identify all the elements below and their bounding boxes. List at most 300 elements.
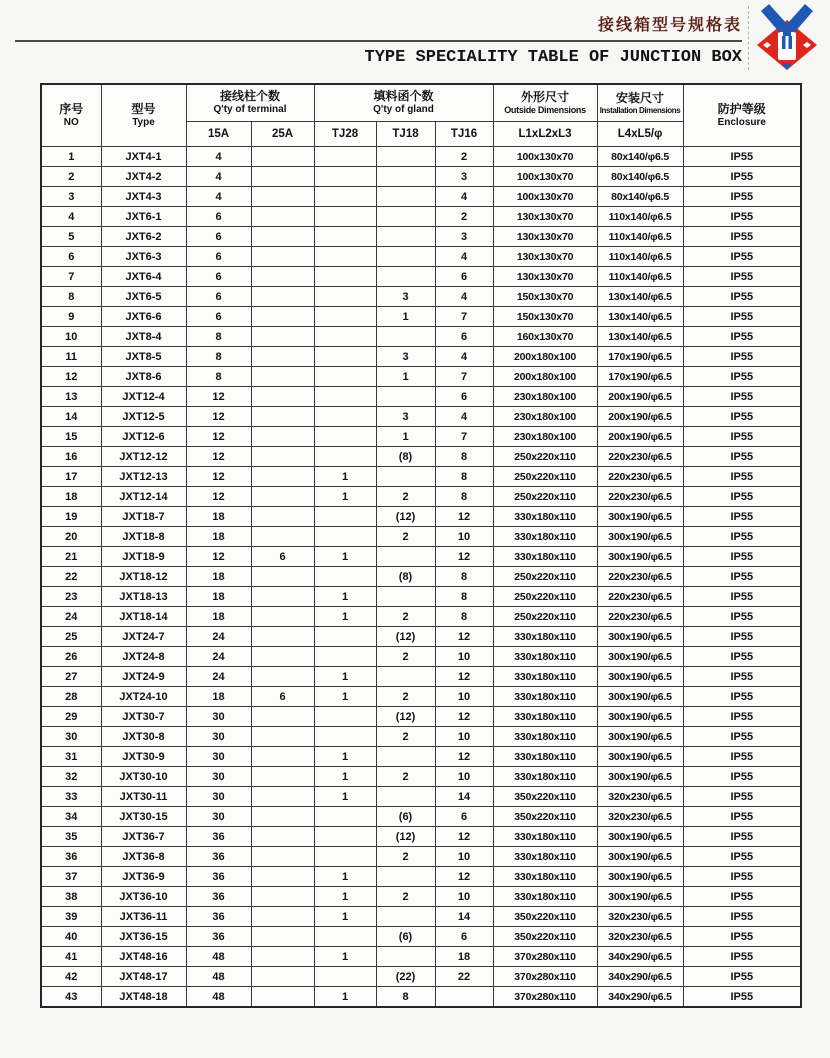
- cell-terminal-15a: 18: [186, 507, 251, 527]
- cell-type: JXT6-5: [101, 287, 186, 307]
- cell-terminal-25a: [251, 387, 314, 407]
- cell-no: 12: [41, 367, 101, 387]
- cell-tj28: [314, 347, 376, 367]
- cell-tj16: 4: [435, 187, 493, 207]
- cell-terminal-15a: 24: [186, 627, 251, 647]
- cell-terminal-15a: 12: [186, 487, 251, 507]
- cell-no: 17: [41, 467, 101, 487]
- cell-no: 26: [41, 647, 101, 667]
- cell-outside-dimensions: 130x130x70: [493, 247, 597, 267]
- cell-tj28: [314, 527, 376, 547]
- table-row: [41, 387, 801, 407]
- cell-no: 32: [41, 767, 101, 787]
- cell-tj18: [376, 207, 435, 227]
- cell-installation-dimensions: 110x140/φ6.5: [597, 267, 683, 287]
- cell-outside-dimensions: 250x220x110: [493, 587, 597, 607]
- cell-installation-dimensions: 300x190/φ6.5: [597, 827, 683, 847]
- table-row: [41, 627, 801, 647]
- table-row: [41, 587, 801, 607]
- cell-tj18: [376, 547, 435, 567]
- cell-enclosure: IP55: [683, 887, 801, 907]
- cell-installation-dimensions: 320x230/φ6.5: [597, 787, 683, 807]
- cell-outside-dimensions: 250x220x110: [493, 447, 597, 467]
- cell-outside-dimensions: 370x280x110: [493, 947, 597, 967]
- cell-tj18: [376, 167, 435, 187]
- cell-outside-dimensions: 230x180x100: [493, 427, 597, 447]
- cell-installation-dimensions: 200x190/φ6.5: [597, 387, 683, 407]
- cell-no: 35: [41, 827, 101, 847]
- cell-type: JXT36-9: [101, 867, 186, 887]
- cell-type: JXT24-7: [101, 627, 186, 647]
- cell-outside-dimensions: 330x180x110: [493, 747, 597, 767]
- cell-enclosure: IP55: [683, 307, 801, 327]
- cell-installation-dimensions: 300x190/φ6.5: [597, 867, 683, 887]
- cell-tj16: 2: [435, 147, 493, 167]
- cell-terminal-15a: 18: [186, 687, 251, 707]
- cell-terminal-25a: [251, 627, 314, 647]
- cell-terminal-25a: [251, 907, 314, 927]
- cell-tj28: 1: [314, 487, 376, 507]
- col-header-tj16: TJ16: [435, 122, 493, 147]
- cell-tj28: 1: [314, 467, 376, 487]
- cell-enclosure: IP55: [683, 247, 801, 267]
- cell-no: 43: [41, 987, 101, 1008]
- cell-tj18: (12): [376, 627, 435, 647]
- cell-type: JXT6-1: [101, 207, 186, 227]
- cell-tj16: 7: [435, 427, 493, 447]
- cell-installation-dimensions: 220x230/φ6.5: [597, 487, 683, 507]
- cell-outside-dimensions: 330x180x110: [493, 687, 597, 707]
- cell-tj16: 6: [435, 387, 493, 407]
- cell-enclosure: IP55: [683, 427, 801, 447]
- cell-tj18: (8): [376, 567, 435, 587]
- cell-type: JXT48-16: [101, 947, 186, 967]
- cell-installation-dimensions: 80x140/φ6.5: [597, 187, 683, 207]
- cell-terminal-25a: [251, 227, 314, 247]
- table-row: [41, 487, 801, 507]
- cell-type: JXT18-12: [101, 567, 186, 587]
- cell-tj18: [376, 947, 435, 967]
- cell-tj18: 1: [376, 367, 435, 387]
- cell-enclosure: IP55: [683, 367, 801, 387]
- cell-terminal-15a: 48: [186, 967, 251, 987]
- cell-type: JXT24-10: [101, 687, 186, 707]
- cell-terminal-15a: 12: [186, 467, 251, 487]
- cell-terminal-15a: 8: [186, 327, 251, 347]
- cell-installation-dimensions: 300x190/φ6.5: [597, 627, 683, 647]
- cell-terminal-25a: [251, 887, 314, 907]
- cell-tj28: 1: [314, 907, 376, 927]
- cell-installation-dimensions: 340x290/φ6.5: [597, 947, 683, 967]
- cell-terminal-25a: 6: [251, 687, 314, 707]
- cell-terminal-25a: [251, 667, 314, 687]
- cell-type: JXT8-5: [101, 347, 186, 367]
- cell-tj28: 1: [314, 767, 376, 787]
- cell-no: 10: [41, 327, 101, 347]
- cell-outside-dimensions: 160x130x70: [493, 327, 597, 347]
- cell-tj16: [435, 987, 493, 1008]
- cell-no: 42: [41, 967, 101, 987]
- cell-type: JXT6-2: [101, 227, 186, 247]
- cell-tj16: 6: [435, 927, 493, 947]
- cell-terminal-15a: 12: [186, 547, 251, 567]
- table-row: [41, 847, 801, 867]
- col-header-enclosure: 防护等级 Enclosure: [683, 84, 801, 147]
- cell-type: JXT18-13: [101, 587, 186, 607]
- cell-type: JXT12-5: [101, 407, 186, 427]
- cell-type: JXT36-7: [101, 827, 186, 847]
- cell-tj16: 3: [435, 227, 493, 247]
- cell-tj16: 4: [435, 347, 493, 367]
- col-header-installation-dimensions: 安装尺寸 Installation Dimensions: [597, 84, 683, 122]
- cell-no: 29: [41, 707, 101, 727]
- cell-tj28: [314, 827, 376, 847]
- cell-terminal-25a: [251, 427, 314, 447]
- cell-outside-dimensions: 100x130x70: [493, 187, 597, 207]
- cell-outside-dimensions: 200x180x100: [493, 347, 597, 367]
- cell-type: JXT48-17: [101, 967, 186, 987]
- cell-enclosure: IP55: [683, 507, 801, 527]
- cell-outside-dimensions: 250x220x110: [493, 607, 597, 627]
- cell-tj28: [314, 367, 376, 387]
- cell-terminal-15a: 24: [186, 647, 251, 667]
- cell-no: 30: [41, 727, 101, 747]
- cell-installation-dimensions: 220x230/φ6.5: [597, 467, 683, 487]
- cell-tj16: 10: [435, 767, 493, 787]
- cell-installation-dimensions: 80x140/φ6.5: [597, 167, 683, 187]
- cell-terminal-15a: 6: [186, 207, 251, 227]
- cell-installation-dimensions: 320x230/φ6.5: [597, 807, 683, 827]
- cell-no: 23: [41, 587, 101, 607]
- cell-outside-dimensions: 230x180x100: [493, 407, 597, 427]
- cell-tj28: [314, 627, 376, 647]
- cell-tj18: (12): [376, 507, 435, 527]
- cell-tj16: 14: [435, 907, 493, 927]
- page-title-english: TYPE SPECIALITY TABLE OF JUNCTION BOX: [364, 48, 742, 67]
- cell-installation-dimensions: 220x230/φ6.5: [597, 587, 683, 607]
- company-logo-icon: [754, 2, 820, 74]
- cell-type: JXT12-14: [101, 487, 186, 507]
- cell-terminal-15a: 18: [186, 607, 251, 627]
- cell-terminal-25a: [251, 587, 314, 607]
- cell-installation-dimensions: 110x140/φ6.5: [597, 247, 683, 267]
- cell-tj28: 1: [314, 607, 376, 627]
- cell-tj28: [314, 427, 376, 447]
- cell-outside-dimensions: 330x180x110: [493, 867, 597, 887]
- cell-no: 1: [41, 147, 101, 167]
- table-row: [41, 707, 801, 727]
- cell-tj28: [314, 647, 376, 667]
- cell-enclosure: IP55: [683, 787, 801, 807]
- cell-terminal-25a: [251, 487, 314, 507]
- cell-tj18: [376, 587, 435, 607]
- cell-tj16: 22: [435, 967, 493, 987]
- cell-installation-dimensions: 220x230/φ6.5: [597, 607, 683, 627]
- table-row: [41, 247, 801, 267]
- cell-terminal-15a: 36: [186, 827, 251, 847]
- cell-no: 5: [41, 227, 101, 247]
- cell-terminal-25a: [251, 187, 314, 207]
- cell-no: 20: [41, 527, 101, 547]
- cell-terminal-25a: [251, 727, 314, 747]
- cell-tj16: 4: [435, 247, 493, 267]
- cell-tj18: 2: [376, 527, 435, 547]
- col-header-outside-dimensions: 外形尺寸 Outside Dimensions: [493, 84, 597, 122]
- cell-tj16: 10: [435, 647, 493, 667]
- table-row: [41, 647, 801, 667]
- cell-tj18: [376, 867, 435, 887]
- table-row: [41, 307, 801, 327]
- cell-no: 3: [41, 187, 101, 207]
- cell-tj28: 1: [314, 747, 376, 767]
- cell-no: 21: [41, 547, 101, 567]
- cell-outside-dimensions: 330x180x110: [493, 647, 597, 667]
- cell-tj16: 12: [435, 667, 493, 687]
- cell-terminal-15a: 8: [186, 367, 251, 387]
- cell-terminal-25a: [251, 747, 314, 767]
- cell-terminal-25a: [251, 287, 314, 307]
- cell-outside-dimensions: 330x180x110: [493, 707, 597, 727]
- cell-tj28: [314, 327, 376, 347]
- cell-no: 15: [41, 427, 101, 447]
- cell-terminal-15a: 30: [186, 787, 251, 807]
- cell-tj16: 4: [435, 287, 493, 307]
- cell-outside-dimensions: 370x280x110: [493, 987, 597, 1008]
- cell-installation-dimensions: 300x190/φ6.5: [597, 507, 683, 527]
- cell-installation-dimensions: 300x190/φ6.5: [597, 747, 683, 767]
- cell-no: 6: [41, 247, 101, 267]
- cell-tj28: [314, 227, 376, 247]
- cell-terminal-25a: [251, 167, 314, 187]
- junction-box-spec-table: [40, 83, 802, 1008]
- cell-installation-dimensions: 200x190/φ6.5: [597, 407, 683, 427]
- cell-outside-dimensions: 330x180x110: [493, 667, 597, 687]
- cell-terminal-25a: [251, 247, 314, 267]
- cell-enclosure: IP55: [683, 647, 801, 667]
- cell-terminal-25a: [251, 607, 314, 627]
- cell-tj18: 1: [376, 307, 435, 327]
- cell-type: JXT36-8: [101, 847, 186, 867]
- cell-tj18: [376, 247, 435, 267]
- cell-tj18: (22): [376, 967, 435, 987]
- cell-type: JXT30-10: [101, 767, 186, 787]
- cell-terminal-15a: 36: [186, 867, 251, 887]
- cell-no: 22: [41, 567, 101, 587]
- cell-tj16: 4: [435, 407, 493, 427]
- cell-terminal-15a: 30: [186, 727, 251, 747]
- cell-terminal-25a: [251, 567, 314, 587]
- table-row: [41, 147, 801, 167]
- cell-tj28: [314, 807, 376, 827]
- cell-tj28: [314, 167, 376, 187]
- cell-outside-dimensions: 150x130x70: [493, 307, 597, 327]
- cell-no: 28: [41, 687, 101, 707]
- cell-terminal-15a: 30: [186, 767, 251, 787]
- cell-tj16: 10: [435, 727, 493, 747]
- cell-type: JXT4-1: [101, 147, 186, 167]
- cell-outside-dimensions: 250x220x110: [493, 487, 597, 507]
- cell-enclosure: IP55: [683, 467, 801, 487]
- cell-tj18: 8: [376, 987, 435, 1008]
- table-row: [41, 467, 801, 487]
- cell-installation-dimensions: 130x140/φ6.5: [597, 307, 683, 327]
- cell-tj28: [314, 387, 376, 407]
- cell-tj16: 8: [435, 487, 493, 507]
- cell-tj28: [314, 147, 376, 167]
- cell-enclosure: IP55: [683, 927, 801, 947]
- cell-terminal-15a: 18: [186, 587, 251, 607]
- cell-tj18: 1: [376, 427, 435, 447]
- cell-tj28: [314, 507, 376, 527]
- table-row: [41, 927, 801, 947]
- cell-tj28: 1: [314, 667, 376, 687]
- table-row: [41, 687, 801, 707]
- cell-outside-dimensions: 200x180x100: [493, 367, 597, 387]
- cell-tj28: 1: [314, 947, 376, 967]
- cell-type: JXT4-3: [101, 187, 186, 207]
- cell-tj16: 12: [435, 747, 493, 767]
- cell-no: 31: [41, 747, 101, 767]
- table-row: [41, 767, 801, 787]
- cell-terminal-15a: 6: [186, 227, 251, 247]
- page-title-chinese: 接线箱型号规格表: [597, 15, 742, 34]
- cell-terminal-15a: 6: [186, 267, 251, 287]
- cell-terminal-15a: 30: [186, 807, 251, 827]
- cell-enclosure: IP55: [683, 747, 801, 767]
- cell-type: JXT30-7: [101, 707, 186, 727]
- cell-terminal-15a: 48: [186, 947, 251, 967]
- cell-terminal-25a: [251, 787, 314, 807]
- cell-tj16: 12: [435, 867, 493, 887]
- cell-enclosure: IP55: [683, 687, 801, 707]
- cell-installation-dimensions: 300x190/φ6.5: [597, 727, 683, 747]
- table-header: [41, 84, 801, 147]
- cell-installation-dimensions: 300x190/φ6.5: [597, 767, 683, 787]
- cell-enclosure: IP55: [683, 267, 801, 287]
- cell-terminal-15a: 24: [186, 667, 251, 687]
- cell-outside-dimensions: 330x180x110: [493, 887, 597, 907]
- cell-tj18: [376, 747, 435, 767]
- cell-tj18: 3: [376, 407, 435, 427]
- cell-tj28: 1: [314, 787, 376, 807]
- cell-terminal-15a: 30: [186, 747, 251, 767]
- cell-enclosure: IP55: [683, 727, 801, 747]
- cell-terminal-25a: [251, 147, 314, 167]
- cell-tj16: 12: [435, 507, 493, 527]
- cell-tj16: 8: [435, 587, 493, 607]
- cell-enclosure: IP55: [683, 387, 801, 407]
- cell-tj18: [376, 187, 435, 207]
- table-row: [41, 907, 801, 927]
- cell-terminal-15a: 12: [186, 407, 251, 427]
- cell-tj28: [314, 207, 376, 227]
- cell-terminal-15a: 12: [186, 387, 251, 407]
- col-header-15a: 15A: [186, 122, 251, 147]
- cell-outside-dimensions: 230x180x100: [493, 387, 597, 407]
- cell-tj28: 1: [314, 687, 376, 707]
- cell-tj18: (12): [376, 827, 435, 847]
- cell-enclosure: IP55: [683, 347, 801, 367]
- cell-no: 19: [41, 507, 101, 527]
- cell-enclosure: IP55: [683, 447, 801, 467]
- col-header-25a: 25A: [251, 122, 314, 147]
- cell-enclosure: IP55: [683, 827, 801, 847]
- cell-terminal-25a: [251, 827, 314, 847]
- table-row: [41, 787, 801, 807]
- cell-tj16: 6: [435, 267, 493, 287]
- cell-enclosure: IP55: [683, 567, 801, 587]
- table-row: [41, 227, 801, 247]
- cell-tj28: 1: [314, 867, 376, 887]
- cell-outside-dimensions: 100x130x70: [493, 147, 597, 167]
- cell-type: JXT48-18: [101, 987, 186, 1008]
- cell-terminal-25a: [251, 307, 314, 327]
- cell-tj16: 7: [435, 367, 493, 387]
- table-row: [41, 427, 801, 447]
- cell-installation-dimensions: 300x190/φ6.5: [597, 687, 683, 707]
- cell-outside-dimensions: 130x130x70: [493, 207, 597, 227]
- cell-tj18: 2: [376, 647, 435, 667]
- cell-enclosure: IP55: [683, 767, 801, 787]
- cell-tj16: 3: [435, 167, 493, 187]
- cell-enclosure: IP55: [683, 607, 801, 627]
- cell-no: 18: [41, 487, 101, 507]
- cell-enclosure: IP55: [683, 627, 801, 647]
- cell-outside-dimensions: 350x220x110: [493, 927, 597, 947]
- cell-no: 2: [41, 167, 101, 187]
- cell-enclosure: IP55: [683, 287, 801, 307]
- cell-terminal-15a: 4: [186, 187, 251, 207]
- cell-tj16: 6: [435, 807, 493, 827]
- cell-terminal-15a: 36: [186, 907, 251, 927]
- cell-type: JXT8-4: [101, 327, 186, 347]
- cell-enclosure: IP55: [683, 147, 801, 167]
- cell-installation-dimensions: 300x190/φ6.5: [597, 547, 683, 567]
- cell-outside-dimensions: 130x130x70: [493, 227, 597, 247]
- table-row: [41, 367, 801, 387]
- cell-outside-dimensions: 330x180x110: [493, 767, 597, 787]
- cell-outside-dimensions: 330x180x110: [493, 527, 597, 547]
- cell-tj28: [314, 567, 376, 587]
- table-body: [41, 147, 801, 1008]
- table-row: [41, 347, 801, 367]
- cell-terminal-25a: [251, 947, 314, 967]
- cell-outside-dimensions: 350x220x110: [493, 787, 597, 807]
- cell-outside-dimensions: 330x180x110: [493, 547, 597, 567]
- document-header: [0, 0, 830, 78]
- cell-installation-dimensions: 320x230/φ6.5: [597, 927, 683, 947]
- cell-outside-dimensions: 350x220x110: [493, 807, 597, 827]
- cell-tj28: [314, 307, 376, 327]
- cell-type: JXT18-7: [101, 507, 186, 527]
- table-row: [41, 807, 801, 827]
- cell-installation-dimensions: 170x190/φ6.5: [597, 367, 683, 387]
- cell-tj18: 2: [376, 687, 435, 707]
- cell-tj18: 2: [376, 847, 435, 867]
- cell-installation-dimensions: 340x290/φ6.5: [597, 987, 683, 1008]
- cell-outside-dimensions: 250x220x110: [493, 567, 597, 587]
- cell-no: 41: [41, 947, 101, 967]
- cell-tj18: [376, 327, 435, 347]
- table-row: [41, 287, 801, 307]
- cell-tj18: 2: [376, 487, 435, 507]
- cell-enclosure: IP55: [683, 407, 801, 427]
- cell-tj18: [376, 787, 435, 807]
- cell-installation-dimensions: 300x190/φ6.5: [597, 887, 683, 907]
- cell-tj18: [376, 267, 435, 287]
- cell-tj28: [314, 287, 376, 307]
- cell-tj16: 8: [435, 607, 493, 627]
